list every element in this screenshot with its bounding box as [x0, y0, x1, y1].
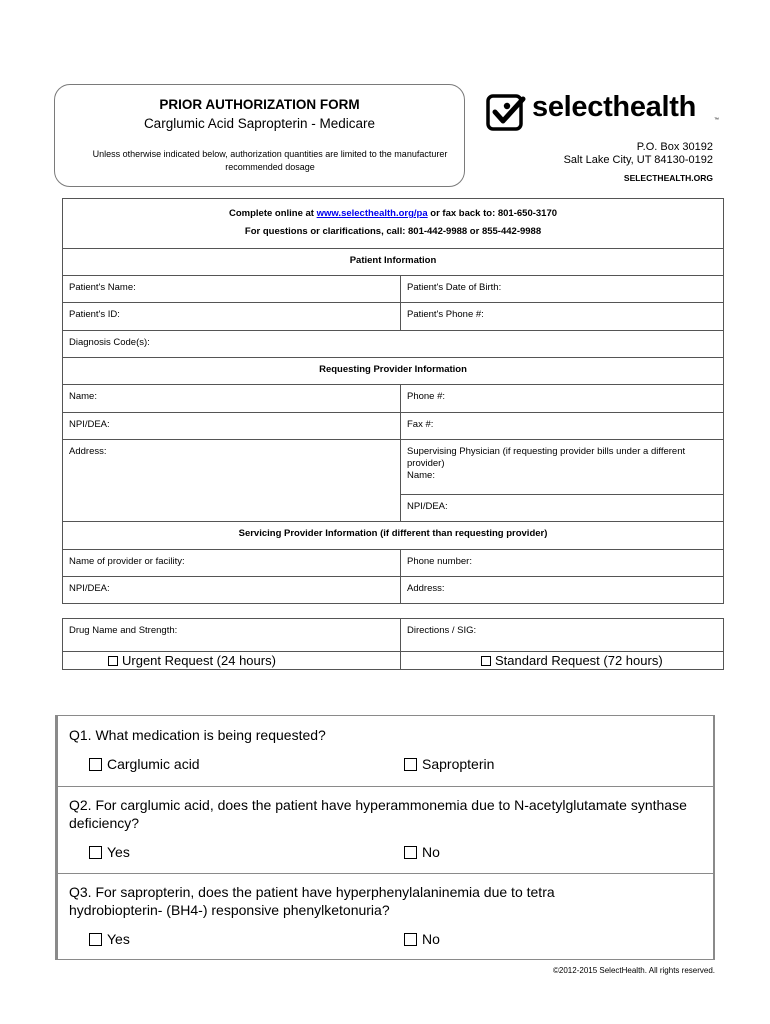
supervising-physician-field[interactable]: [401, 440, 724, 495]
question-2-text: Q2. For carglumic acid, does the patient have hyperammonemia due to N-acetylglutamate synthase deficiency?: [69, 797, 687, 831]
contact-cell: [63, 199, 724, 249]
supervising-name-label: Name:: [407, 470, 435, 481]
questions-text: For questions or clarifications, call: 801-442-9988 or 855-442-9988: [244, 226, 542, 237]
urgent-request-label: Urgent Request (24 hours): [122, 653, 276, 668]
info-table: [62, 198, 724, 604]
dosage-note: Unless otherwise indicated below, authorization quantities are limited to the manufacturer recommended dosage: [92, 149, 448, 172]
q2-option-yes[interactable]: [89, 844, 130, 860]
requesting-name-field[interactable]: Name:: [63, 385, 401, 413]
online-prefix: Complete online at: [228, 208, 317, 219]
q2-option-no[interactable]: [404, 844, 440, 860]
directions-field[interactable]: Directions / SIG:: [401, 619, 724, 652]
supervising-npi-field[interactable]: NPI/DEA:: [401, 495, 724, 522]
mailing-address: [564, 141, 713, 167]
question-1: [58, 716, 713, 786]
patient-name-field[interactable]: Patient's Name:: [63, 276, 401, 303]
question-3: [58, 874, 713, 955]
servicing-phone-field[interactable]: Phone number:: [401, 550, 724, 577]
q3-checkbox-yes[interactable]: [89, 933, 102, 946]
question-1-text: Q1. What medication is being requested?: [69, 727, 326, 743]
trademark-mark: ™: [714, 117, 719, 123]
q3-option-no[interactable]: [404, 931, 440, 947]
servicing-name-field[interactable]: Name of provider or facility:: [63, 550, 401, 577]
address-line-1: P.O. Box 30192: [636, 141, 713, 153]
requesting-npi-field[interactable]: NPI/DEA:: [63, 413, 401, 440]
supervising-label: Supervising Physician (if requesting provider bills under a different provider): [407, 446, 686, 469]
website-text: SELECTHEALTH.ORG: [623, 173, 713, 183]
q1-label-carglumic: Carglumic acid: [107, 756, 200, 772]
copyright-footer: ©2012-2015 SelectHealth. All rights reserved.: [553, 966, 715, 975]
q3-label-yes: Yes: [107, 931, 130, 947]
q2-label-yes: Yes: [107, 844, 130, 860]
patient-dob-field[interactable]: Patient's Date of Birth:: [401, 276, 724, 303]
diagnosis-field[interactable]: Diagnosis Code(s):: [63, 331, 724, 358]
q1-checkbox-carglumic[interactable]: [89, 758, 102, 771]
q1-label-sapropterin: Sapropterin: [422, 756, 495, 772]
drug-table: [62, 618, 724, 670]
form-title: PRIOR AUTHORIZATION FORM: [159, 97, 360, 112]
q1-option-carglumic[interactable]: [89, 756, 200, 772]
requesting-phone-field[interactable]: Phone #:: [401, 385, 724, 413]
selecthealth-logo-text: selecthealth: [532, 91, 697, 123]
servicing-address-field[interactable]: Address:: [401, 577, 724, 604]
patient-phone-field[interactable]: Patient's Phone #:: [401, 303, 724, 331]
urgent-request-checkbox[interactable]: [108, 656, 118, 666]
drug-name-field[interactable]: Drug Name and Strength:: [63, 619, 401, 652]
selecthealth-logo-icon: [486, 93, 526, 133]
standard-request-label: Standard Request (72 hours): [495, 653, 663, 668]
question-2: [58, 787, 713, 873]
requesting-section-header: Requesting Provider Information: [63, 358, 724, 385]
q2-label-no: No: [422, 844, 440, 860]
q2-checkbox-no[interactable]: [404, 846, 417, 859]
servicing-section-header: Servicing Provider Information (if different than requesting provider): [63, 522, 724, 550]
standard-request-checkbox[interactable]: [481, 656, 491, 666]
servicing-npi-field[interactable]: NPI/DEA:: [63, 577, 401, 604]
form-subtitle: Carglumic Acid Sapropterin - Medicare: [143, 116, 376, 131]
address-line-2: Salt Lake City, UT 84130-0192: [563, 154, 713, 166]
patient-id-field[interactable]: Patient's ID:: [63, 303, 401, 331]
questions-box: [55, 715, 715, 960]
q2-checkbox-yes[interactable]: [89, 846, 102, 859]
requesting-fax-field[interactable]: Fax #:: [401, 413, 724, 440]
requesting-address-field[interactable]: Address:: [63, 440, 401, 522]
fax-text: or fax back to: 801-650-3170: [427, 208, 558, 219]
patient-section-header: Patient Information: [63, 249, 724, 276]
urgent-request-cell: [63, 652, 401, 670]
q3-checkbox-no[interactable]: [404, 933, 417, 946]
q1-checkbox-sapropterin[interactable]: [404, 758, 417, 771]
q1-option-sapropterin[interactable]: [404, 756, 494, 772]
pa-link[interactable]: www.selecthealth.org/pa: [316, 208, 428, 219]
standard-request-cell: [401, 652, 724, 670]
question-3-text: Q3. For sapropterin, does the patient have hyperphenylalaninemia due to tetra hydrobiopterin- (BH4-) responsive phenylketonuria?: [69, 884, 555, 918]
q3-label-no: No: [422, 931, 440, 947]
q3-option-yes[interactable]: [89, 931, 130, 947]
